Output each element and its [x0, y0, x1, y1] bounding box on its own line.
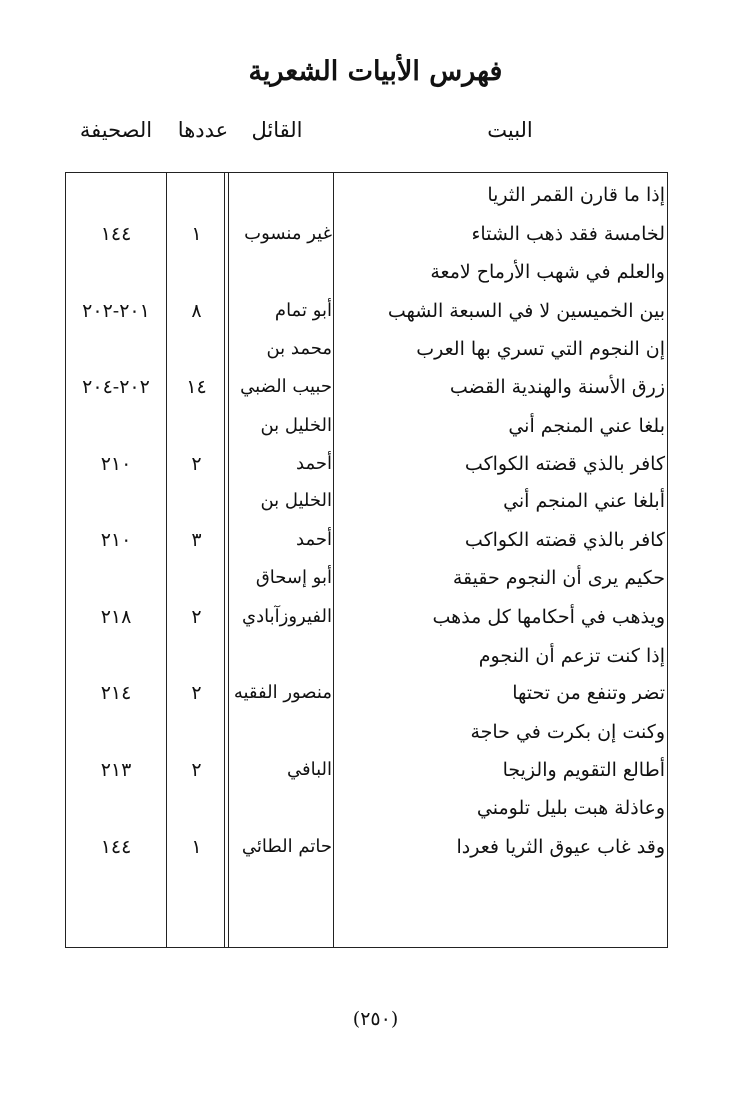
poet-name-line2: أبو تمام — [274, 300, 332, 321]
column-divider — [333, 172, 334, 948]
verse-second-hemistich: كافر بالذي قضته الكواكب — [464, 453, 665, 475]
verse-second-hemistich: زرق الأسنة والهندية القضب — [449, 376, 665, 398]
verse-first-hemistich: وكنت إن بكرت في حاجة — [470, 721, 665, 743]
poet-name-line2: منصور الفقيه — [233, 682, 332, 703]
poet-name-line2: أحمد — [296, 453, 332, 474]
poet-name-line1 — [228, 637, 332, 675]
poet-name-line2: الفيروزآبادي — [242, 606, 332, 627]
page-reference: ٢٠١-٢٠٢ — [82, 300, 150, 322]
verse-count: ٢ — [191, 453, 202, 475]
verse-count: ٣ — [191, 529, 202, 551]
verse-first-hemistich: وعاذلة هبت بليل تلومني — [476, 797, 665, 819]
page-reference: ٢١٠ — [100, 453, 132, 475]
page-number: (٢٥٠) — [352, 1008, 399, 1030]
page-reference: ١٤٤ — [100, 223, 132, 245]
verse-first-hemistich: إن النجوم التي تسري بها العرب — [416, 338, 665, 360]
verse-second-hemistich: أطالع التقويم والزيجا — [502, 759, 665, 781]
poet-name-line1: الخليل بن — [260, 415, 332, 436]
poet-name-line1: أبو إسحاق — [255, 567, 332, 588]
column-divider — [166, 172, 167, 948]
verse-count: ١ — [191, 836, 202, 858]
page-reference: ٢١٤ — [100, 682, 132, 704]
verse-first-hemistich: إذا ما قارن القمر الثريا — [487, 184, 665, 206]
page-title: فهرس الأبيات الشعرية — [248, 56, 503, 87]
poet-name-line1 — [228, 713, 332, 751]
poet-name-line1 — [228, 789, 332, 827]
page-reference: ٢٠٢-٢٠٤ — [82, 376, 150, 398]
verse-first-hemistich: حكيم يرى أن النجوم حقيقة — [452, 567, 665, 589]
poet-name-line2: أحمد — [296, 529, 332, 550]
poet-name-line2: حبيب الضبي — [240, 376, 332, 397]
header-count: عددها — [177, 118, 229, 142]
page-reference: ٢١٨ — [100, 606, 132, 628]
poet-name-line2: غير منسوب — [244, 223, 332, 244]
verse-second-hemistich: لخامسة فقد ذهب الشتاء — [471, 223, 665, 245]
verse-second-hemistich: تضر وتنفع من تحتها — [512, 682, 665, 704]
verse-count: ٢ — [191, 606, 202, 628]
verse-count: ٢ — [191, 682, 202, 704]
poet-name-line1 — [228, 253, 332, 291]
verse-first-hemistich: بلغا عني المنجم أني — [508, 415, 665, 437]
poet-name-line1: الخليل بن — [260, 490, 332, 511]
page-reference: ١٤٤ — [100, 836, 132, 858]
verse-first-hemistich: والعلم في شهب الأرماح لامعة — [430, 261, 665, 283]
verse-second-hemistich: ويذهب في أحكامها كل مذهب — [432, 606, 665, 628]
verse-first-hemistich: إذا كنت تزعم أن النجوم — [478, 645, 665, 667]
header-poet: القائل — [251, 118, 303, 142]
poet-name-line1: محمد بن — [266, 338, 332, 359]
verse-second-hemistich: بين الخميسين لا في السبعة الشهب — [387, 300, 665, 322]
verse-first-hemistich: أبلغا عني المنجم أني — [503, 490, 665, 512]
page-reference: ٢١٣ — [100, 759, 132, 781]
verse-count: ١٤ — [186, 376, 207, 398]
verse-second-hemistich: كافر بالذي قضته الكواكب — [464, 529, 665, 551]
verse-count: ٨ — [191, 300, 202, 322]
poet-name-line2: حاتم الطائي — [241, 836, 332, 857]
poet-name-line2: البافي — [286, 759, 332, 780]
verse-count: ١ — [191, 223, 202, 245]
header-verse: البيت — [487, 118, 533, 142]
verse-second-hemistich: وقد غاب عيوق الثريا فعردا — [456, 836, 665, 858]
page-reference: ٢١٠ — [100, 529, 132, 551]
verse-count: ٢ — [191, 759, 202, 781]
poet-name-line1 — [228, 176, 332, 214]
header-page: الصحيفة — [79, 118, 153, 142]
